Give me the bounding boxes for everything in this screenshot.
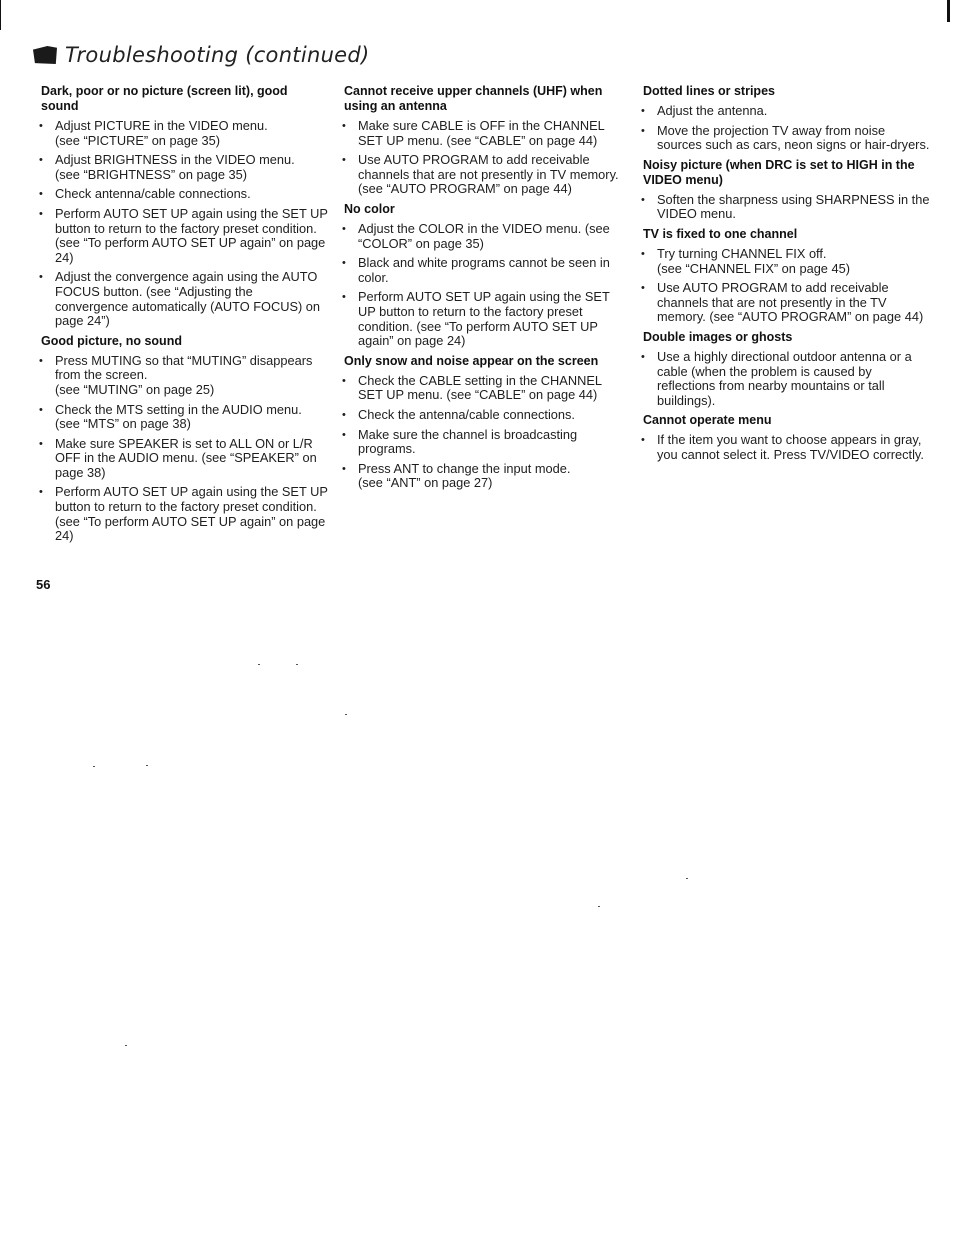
troubleshooting-section xyxy=(341,84,623,197)
scan-speck xyxy=(258,664,260,665)
list-item-text: • Check the antenna/cable connections. xyxy=(358,406,575,422)
scan-edge-mark-left xyxy=(0,0,1,30)
bullet-list xyxy=(341,222,623,349)
bullet-list xyxy=(38,119,328,329)
list-item xyxy=(640,433,930,462)
column-2 xyxy=(341,84,623,496)
section-title: Good picture, no sound xyxy=(41,333,182,348)
list-item xyxy=(640,104,930,119)
list-item-text: • Use AUTO PROGRAM to add receivable channels that are not presently in the TV memory. (see “AUTO PROGRAM” on page 44) xyxy=(657,280,924,325)
list-item xyxy=(640,350,930,408)
troubleshooting-section xyxy=(38,84,328,329)
list-item-text: • Press MUTING so that “MUTING” disappears from the screen. xyxy=(55,352,313,383)
list-item xyxy=(341,408,623,423)
troubleshooting-section xyxy=(640,330,930,408)
troubleshooting-section xyxy=(640,84,930,153)
scan-speck xyxy=(296,664,298,665)
bullet-list xyxy=(640,433,930,462)
troubleshooting-section xyxy=(640,227,930,325)
list-item xyxy=(341,374,623,403)
list-item-text: • Try turning CHANNEL FIX off. xyxy=(657,245,827,261)
bullet-list xyxy=(640,247,930,325)
list-item-text: • Check antenna/cable connections. xyxy=(55,186,251,202)
list-item xyxy=(341,462,623,491)
list-item-text: • Soften the sharpness using SHARPNESS in the VIDEO menu. xyxy=(657,191,930,222)
bullet-list xyxy=(640,193,930,222)
list-item-text: • If the item you want to choose appears in gray, you cannot select it. Press TV/VIDEO correctly. xyxy=(657,432,924,462)
list-item xyxy=(38,119,328,148)
bullet-list xyxy=(640,350,930,408)
list-item xyxy=(341,153,623,197)
list-item xyxy=(38,207,328,265)
list-item-text: • Move the projection TV away from noise sources such as cars, neon signs or hair-dryers. xyxy=(657,122,930,153)
list-item xyxy=(640,124,930,153)
troubleshooting-section xyxy=(640,158,930,222)
section-title: Cannot operate menu xyxy=(643,413,772,428)
list-item-text: (see “CHANNEL FIX” on page 45) xyxy=(657,260,850,276)
scan-speck xyxy=(598,906,600,907)
section-title: Dotted lines or stripes xyxy=(643,84,775,98)
list-item-text: • Adjust BRIGHTNESS in the VIDEO menu. xyxy=(55,152,295,168)
list-item-text: • Adjust the COLOR in the VIDEO menu. (see “COLOR” on page 35) xyxy=(358,220,610,251)
scan-edge-mark-right xyxy=(947,0,950,22)
column-1 xyxy=(38,84,328,549)
scan-speck xyxy=(125,1045,127,1046)
list-item xyxy=(38,354,328,398)
list-item-text: • Make sure CABLE is OFF in the CHANNEL SET UP menu. (see “CABLE” on page 44) xyxy=(358,118,605,148)
bullet-list xyxy=(38,354,328,544)
column-3 xyxy=(640,84,930,468)
bullet-list xyxy=(341,374,623,491)
scan-speck xyxy=(686,878,688,879)
list-item xyxy=(640,193,930,222)
bullet-list xyxy=(341,119,623,197)
page-header xyxy=(33,40,370,70)
section-title: No color xyxy=(344,201,395,216)
scan-speck xyxy=(93,766,95,767)
troubleshooting-section xyxy=(341,202,623,349)
list-item-text: • Perform AUTO SET UP again using the SET UP button to return to the factory preset condition. (see “To perform AUTO SET UP again” on page 24) xyxy=(55,484,328,544)
list-item xyxy=(640,281,930,325)
list-item xyxy=(341,428,623,457)
list-item-text: (see “MTS” on page 38) xyxy=(55,416,191,432)
section-title: Only snow and noise appear on the screen xyxy=(344,353,599,368)
list-item-text: • Press ANT to change the input mode. xyxy=(358,460,571,476)
list-item-text: • Perform AUTO SET UP again using the SET UP button to return to the factory preset condition. (see “To perform AUTO SET UP again” on page 24) xyxy=(55,205,328,265)
list-item-text: • Check the CABLE setting in the CHANNEL SET UP menu. (see “CABLE” on page 44) xyxy=(358,372,602,403)
list-item-text: (see “MUTING” on page 25) xyxy=(55,381,215,397)
section-title: Noisy picture (when DRC is set to HIGH in the VIDEO menu) xyxy=(643,157,915,187)
scan-speck xyxy=(345,714,347,715)
list-item xyxy=(341,222,623,251)
list-item-text: • Check the MTS setting in the AUDIO menu. xyxy=(55,401,302,417)
tv-icon xyxy=(33,46,57,64)
list-item xyxy=(341,290,623,348)
list-item xyxy=(38,187,328,202)
list-item-text: • Use AUTO PROGRAM to add receivable channels that are not presently in TV memory. (see “AUTO PROGRAM” on page 44) xyxy=(358,152,619,197)
list-item xyxy=(341,119,623,148)
list-item-text: • Make sure the channel is broadcasting programs. xyxy=(358,426,578,457)
list-item-text: (see “BRIGHTNESS” on page 35) xyxy=(55,166,248,182)
list-item xyxy=(38,485,328,543)
scan-speck xyxy=(146,765,148,766)
list-item-text: • Adjust PICTURE in the VIDEO menu. xyxy=(55,118,268,133)
troubleshooting-section xyxy=(38,334,328,544)
list-item xyxy=(38,270,328,328)
page-number: 56 xyxy=(36,577,51,592)
troubleshooting-section xyxy=(341,354,623,491)
list-item-text: • Adjust the convergence again using the AUTO FOCUS button. (see “Adjusting the convergence automatically (AUTO FOCUS) on page 24”) xyxy=(55,269,321,329)
list-item-text: (see “PICTURE” on page 35) xyxy=(55,132,221,148)
bullet-list xyxy=(640,104,930,153)
list-item xyxy=(38,437,328,481)
section-title: Double images or ghosts xyxy=(643,329,793,344)
section-title: Dark, poor or no picture (screen lit), good sound xyxy=(41,84,288,113)
list-item-text: • Adjust the antenna. xyxy=(657,103,768,118)
section-title: Cannot receive upper channels (UHF) when using an antenna xyxy=(344,84,603,113)
list-item-text: • Use a highly directional outdoor antenna or a cable (when the problem is caused by reflections from nearby mountains or tall buildings). xyxy=(657,348,912,408)
page-title: Troubleshooting (continued) xyxy=(65,43,370,67)
section-title: TV is fixed to one channel xyxy=(643,226,798,241)
troubleshooting-section xyxy=(640,413,930,462)
list-item xyxy=(38,403,328,432)
list-item-text: • Make sure SPEAKER is set to ALL ON or L/R OFF in the AUDIO menu. (see “SPEAKER” on page 38) xyxy=(55,435,317,480)
list-item-text: • Black and white programs cannot be seen in color. xyxy=(358,255,610,285)
list-item xyxy=(341,256,623,285)
list-item-text: (see “ANT” on page 27) xyxy=(358,475,493,491)
list-item xyxy=(640,247,930,276)
list-item-text: • Perform AUTO SET UP again using the SET UP button to return to the factory preset condition. (see “To perform AUTO SET UP again” on page 24) xyxy=(358,289,610,349)
list-item xyxy=(38,153,328,182)
